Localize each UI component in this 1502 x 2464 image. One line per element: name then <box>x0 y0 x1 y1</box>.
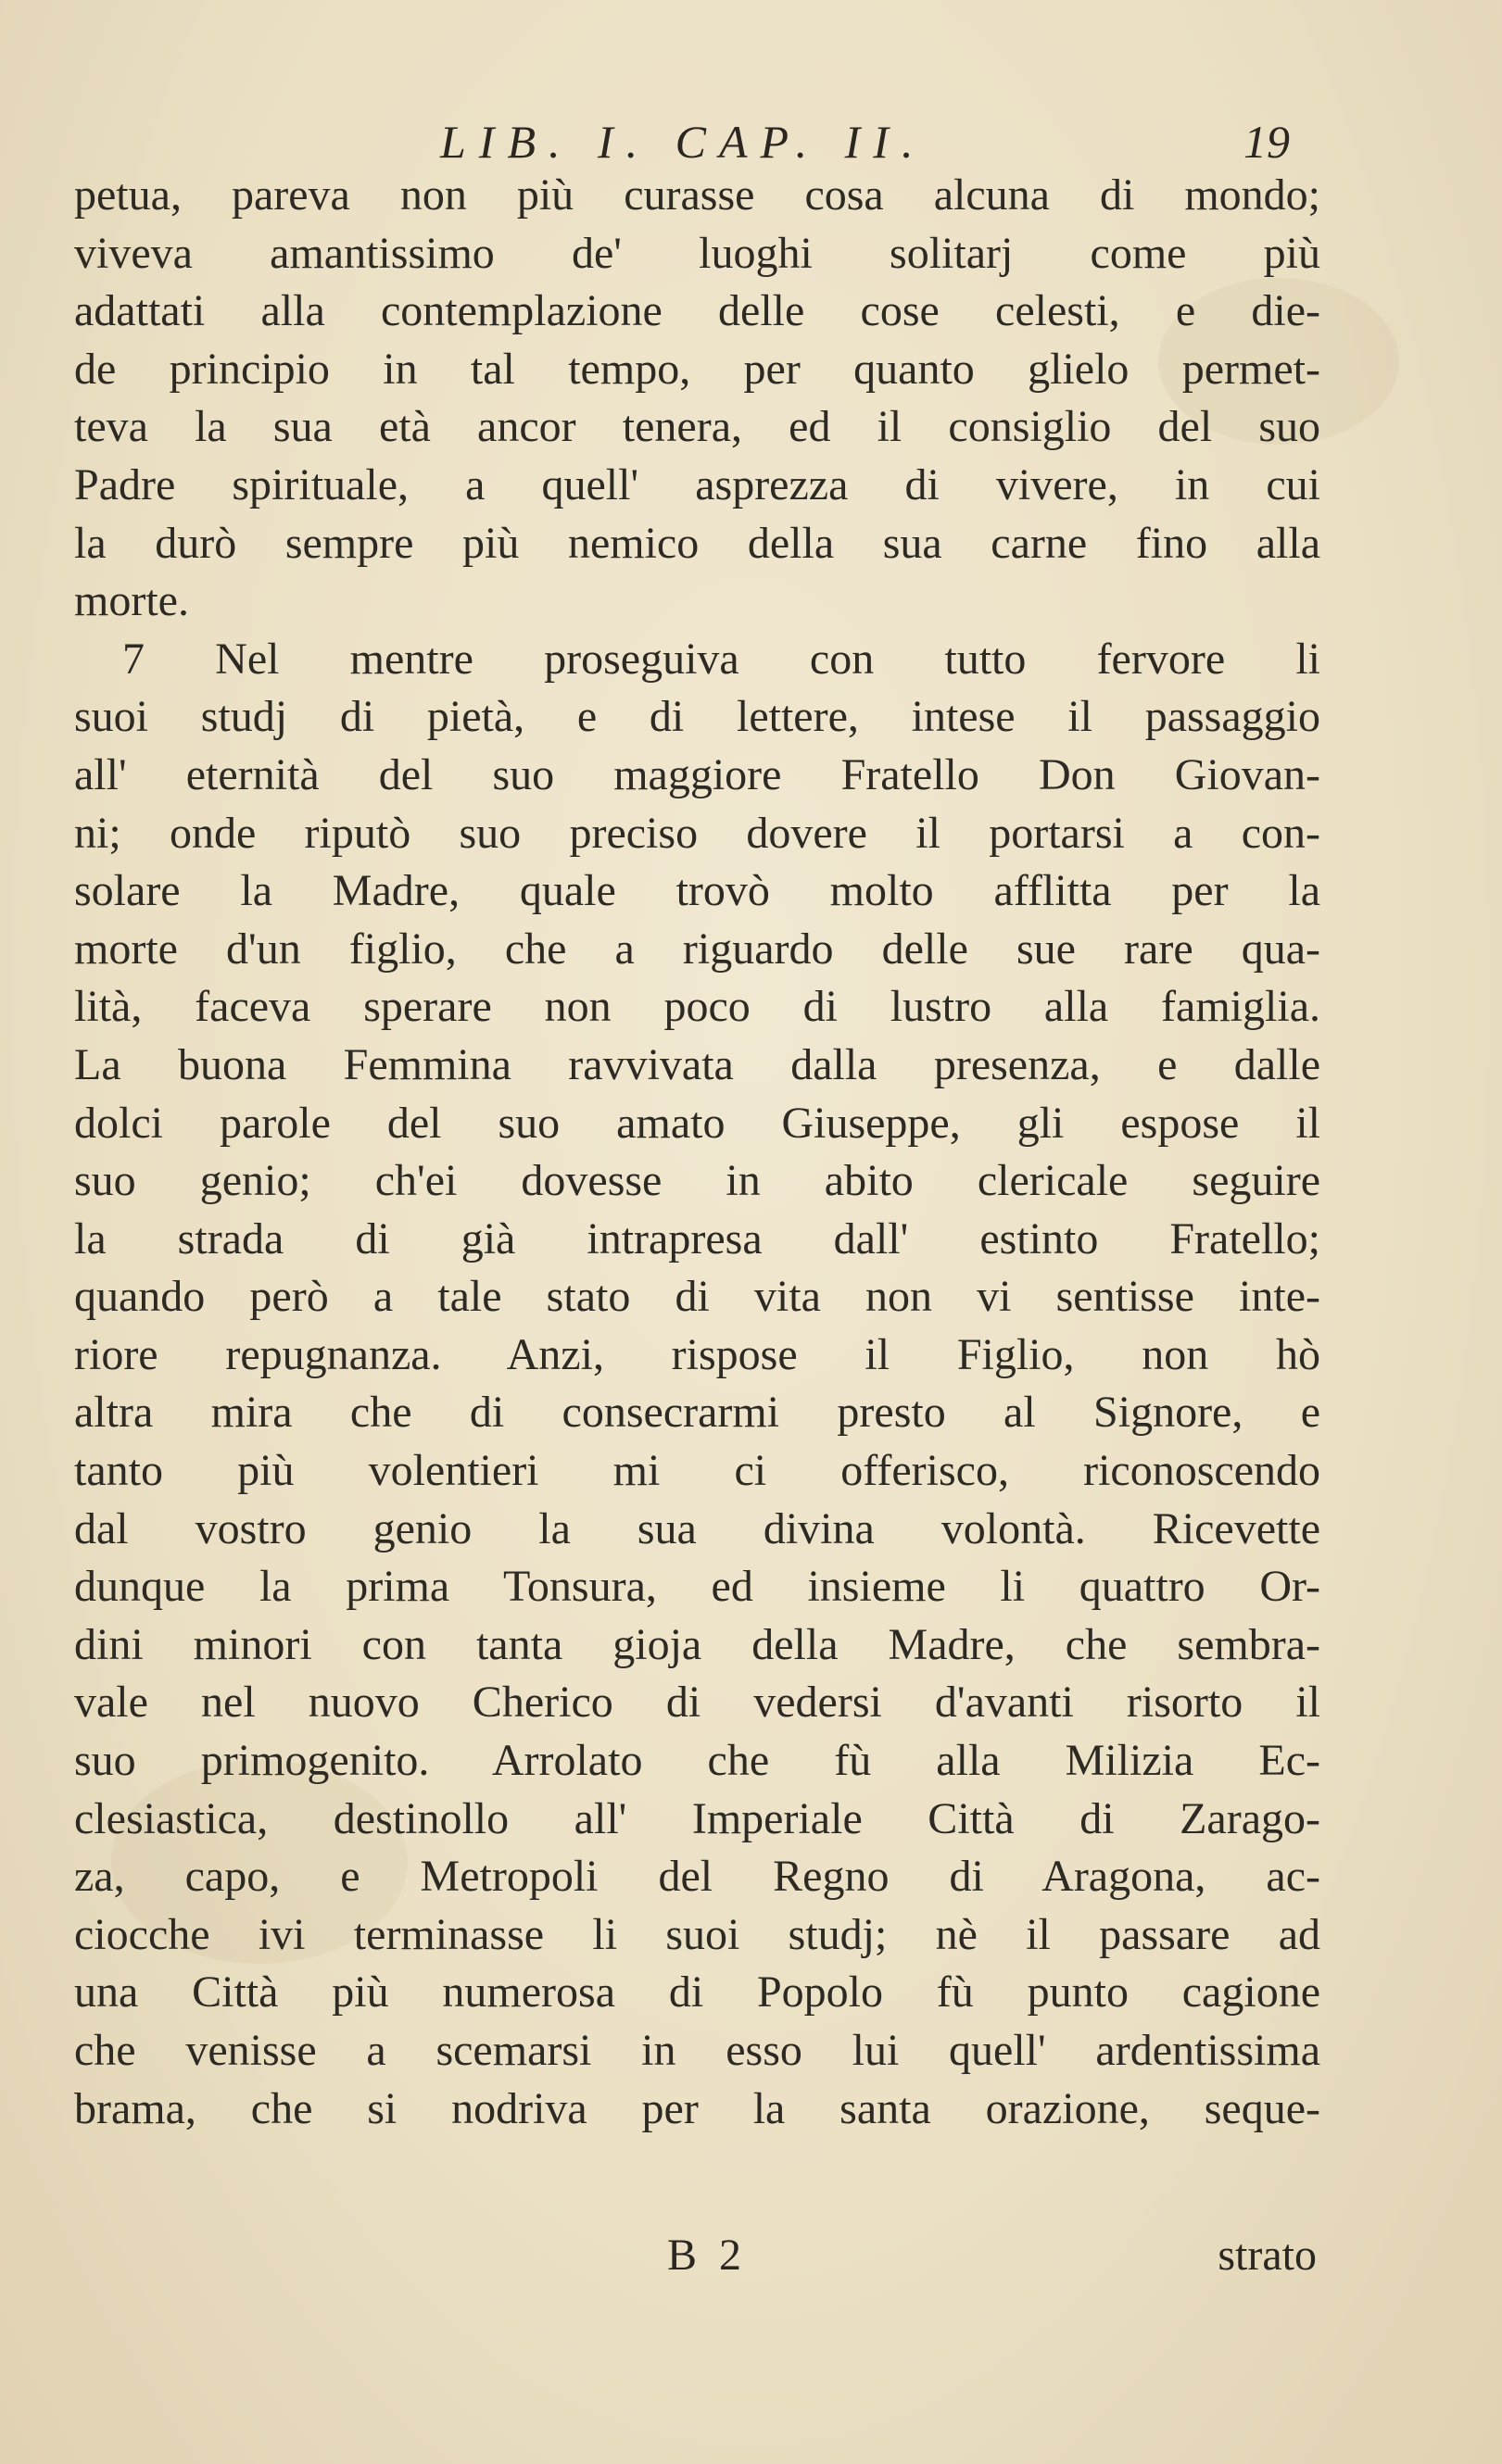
text-line: altra mira che di consecrarmi presto al Signore, e <box>74 1388 1320 1438</box>
text-line: za, capo, e Metropoli del Regno di Aragona, ac- <box>74 1852 1320 1902</box>
text-line: morte d'un figlio, che a riguardo delle sue rare qua- <box>74 924 1320 974</box>
text-line: riore repugnanza. Anzi, rispose il Figlio, non hò <box>74 1329 1320 1379</box>
text-line: lità, faceva sperare non poco di lustro alla famiglia. <box>74 982 1320 1032</box>
text-line: suo primogenito. Arrolato che fù alla Milizia Ec- <box>74 1736 1320 1786</box>
text-line: all' eternità del suo maggiore Fratello Don Giovan- <box>74 749 1320 799</box>
text-line: quando però a tale stato di vita non vi sentisse inte- <box>74 1272 1320 1322</box>
text-line: teva la sua età ancor tenera, ed il consiglio del suo <box>74 402 1320 452</box>
text-line: che venisse a scemarsi in esso lui quell' ardentissima <box>74 2026 1320 2075</box>
text-line: de principio in tal tempo, per quanto glielo permet- <box>74 344 1320 394</box>
text-line: ciocche ivi terminasse li suoi studj; nè il passare ad <box>74 1909 1320 1959</box>
text-line: vale nel nuovo Cherico di vedersi d'avanti risorto il <box>74 1678 1320 1728</box>
text-line: La buona Femmina ravvivata dalla presenza, e dalle <box>74 1039 1320 1089</box>
text-line: dini minori con tanta gioja della Madre, che sembra- <box>74 1619 1320 1669</box>
text-line: morte. <box>74 576 189 626</box>
text-line: petua, pareva non più curasse cosa alcuna di mondo; <box>74 170 1320 220</box>
page-footer <box>74 2223 1320 2288</box>
text-line: adattati alla contemplazione delle cose celesti, e die- <box>74 286 1320 336</box>
text-line: brama, che si nodriva per la santa orazione, seque- <box>74 2083 1320 2133</box>
text-line: la durò sempre più nemico della sua carne fino alla <box>74 518 1320 568</box>
text-line: solare la Madre, quale trovò molto afflitta per la <box>74 866 1320 916</box>
running-head: LIB. I. CAP. II. <box>440 116 927 168</box>
paragraph-start-line: 7 Nel mentre proseguiva con tutto fervore li <box>122 634 1320 684</box>
text-line: dunque la prima Tonsura, ed insieme li quattro Or- <box>74 1562 1320 1612</box>
page-header <box>74 109 1306 174</box>
text-line: ni; onde riputò suo preciso dovere il portarsi a con- <box>74 808 1320 858</box>
body-text <box>74 167 1320 2138</box>
text-line: la strada di già intrapresa dall' estinto Fratello; <box>74 1213 1320 1263</box>
text-line: viveva amantissimo de' luoghi solitarj come più <box>74 228 1320 278</box>
text-line: Padre spirituale, a quell' asprezza di vivere, in cui <box>74 459 1320 509</box>
text-line: suoi studj di pietà, e di lettere, intese il passaggio <box>74 692 1320 742</box>
text-line: una Città più numerosa di Popolo fù punto cagione <box>74 1967 1320 2018</box>
signature-mark: B 2 <box>667 2231 748 2280</box>
catchword: strato <box>1218 2231 1317 2280</box>
text-line: clesiastica, destinollo all' Imperiale Città di Zarago- <box>74 1793 1320 1843</box>
text-line: tanto più volentieri mi ci offerisco, riconoscendo <box>74 1446 1320 1496</box>
text-line: dolci parole del suo amato Giuseppe, gli espose il <box>74 1098 1320 1148</box>
page-number: 19 <box>1243 116 1290 168</box>
text-line: dal vostro genio la sua divina volontà. Ricevette <box>74 1503 1320 1553</box>
text-line: suo genio; ch'ei dovesse in abito clericale seguire <box>74 1156 1320 1206</box>
